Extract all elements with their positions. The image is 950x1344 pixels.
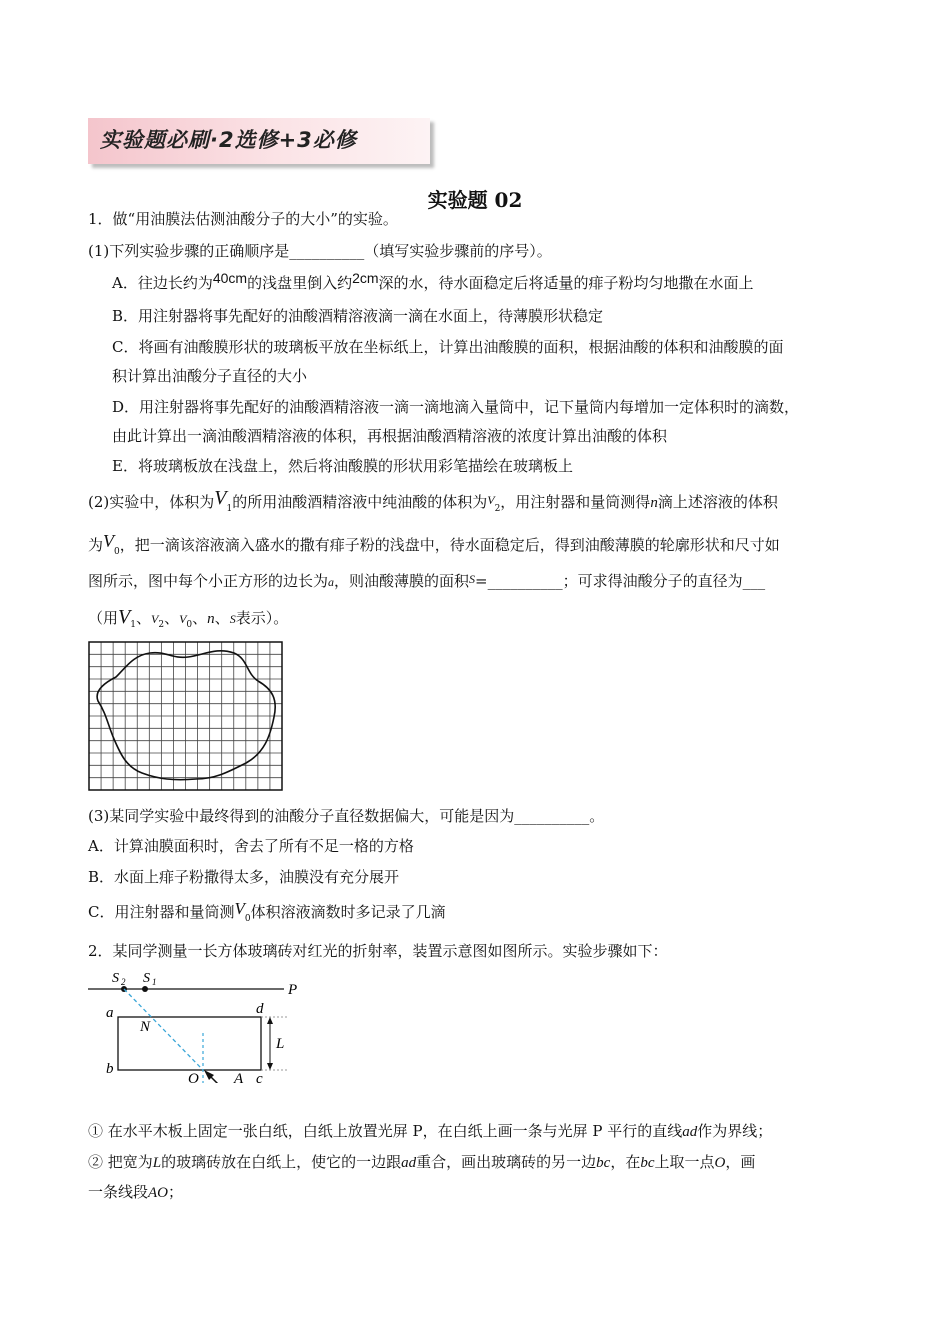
q2-step2-line2: [88, 1181, 183, 1204]
symbol-s: S: [469, 572, 476, 586]
label-n: N: [140, 1019, 151, 1035]
symbol-ad: ad: [401, 1155, 417, 1171]
label-d: d: [256, 1001, 264, 1017]
symbol-v: V: [179, 612, 187, 626]
page-title: 实验题 02: [427, 188, 523, 212]
text: 、: [135, 609, 151, 627]
text: =__________；可求得油酸分子的直径为___: [475, 572, 766, 590]
q2-step1: [88, 1120, 772, 1143]
text: ，画: [725, 1153, 756, 1171]
symbol-n: n: [650, 495, 658, 511]
q1-option-e: E．将玻璃板放在浅盘上，然后将油酸膜的形状用彩笔描绘在玻璃板上: [112, 457, 573, 475]
symbol-ad: ad: [682, 1124, 698, 1140]
text: 作为界线；: [697, 1122, 773, 1140]
arrow-head: [267, 1063, 273, 1070]
text: 的玻璃砖放在白纸上，使它的一边跟: [161, 1153, 402, 1171]
subscript: 1: [130, 620, 136, 630]
subscript: 1: [226, 504, 233, 514]
label-s2: S: [112, 971, 119, 986]
label-a-point: A: [234, 1071, 244, 1083]
value-2cm: 2cm: [352, 270, 379, 286]
q1-option-c-line2: 积计算出油酸分子直径的大小: [112, 367, 308, 385]
q2-stem: 2．某同学测量一长方体玻璃砖对红光的折射率，装置示意图如图所示。实验步骤如下：: [88, 942, 668, 960]
q1-part3-option-a: A．计算油膜面积时，舍去了所有不足一格的方格: [88, 837, 414, 855]
text: 、: [164, 609, 180, 627]
q1-part3-option-c: [88, 901, 446, 930]
grid-lines: [89, 642, 282, 790]
text: ① 在水平木板上固定一张白纸，白纸上放置光屏 P，在白纸上画一条与光屏 P 平行的直线: [88, 1122, 683, 1140]
text: ，用注射器和量筒测得: [500, 493, 651, 511]
refraction-setup-figure: [88, 965, 308, 1083]
q1-option-d-line2: 由此计算出一滴油酸酒精溶液的体积，再根据油酸酒精溶液的浓度计算出油酸的体积: [112, 427, 668, 445]
label-s1-sub: 1: [152, 977, 157, 987]
text: ，在: [610, 1153, 641, 1171]
q1-part2-line2: [88, 533, 780, 563]
text: 重合，画出玻璃砖的另一边: [416, 1153, 597, 1171]
label-s1: S: [143, 971, 150, 986]
symbol-v: V: [118, 606, 131, 628]
text: 上取一点: [654, 1153, 715, 1171]
label-b: b: [106, 1061, 114, 1077]
point-s1: [142, 986, 148, 992]
text: ，把一滴该溶液滴入盛水的撒有痱子粉的浅盘中，待水面稳定后，得到油酸薄膜的轮廓形状和尺寸如: [119, 536, 780, 554]
q1-part3: (3)某同学实验中最终得到的油酸分子直径数据偏大，可能是因为__________。: [88, 807, 605, 825]
symbol-v: V: [234, 899, 245, 918]
text: ② 把宽为: [88, 1153, 153, 1171]
text: ，则油酸薄膜的面积: [334, 572, 470, 590]
q1-option-c-line1: C．将画有油酸膜形状的玻璃板平放在坐标纸上，计算出油酸膜的面积，根据油酸的体积和油酸膜的面: [112, 338, 784, 356]
symbol-ao: AO: [148, 1185, 169, 1201]
subscript: 0: [186, 620, 193, 630]
text: 滴上述溶液的体积: [657, 493, 778, 511]
symbol-o: O: [714, 1155, 726, 1171]
q1-part2-line4: [88, 606, 288, 636]
label-c: c: [256, 1071, 263, 1083]
oil-film-outline: [97, 651, 275, 780]
symbol-bc: bc: [596, 1155, 611, 1171]
q1-part1: (1)下列实验步骤的正确顺序是__________（填写实验步骤前的序号）。: [88, 242, 552, 260]
subscript: 2: [158, 620, 165, 630]
symbol-v: V: [103, 531, 115, 551]
symbol-v: V: [150, 612, 159, 626]
text: 、: [192, 609, 208, 627]
text: ；: [168, 1183, 184, 1201]
extended-ray-line: [124, 989, 203, 1070]
q1-option-b: B．用注射器将事先配好的油酸酒精溶液滴一滴在水面上，待薄膜形状稳定: [112, 307, 604, 325]
subscript: 0: [114, 547, 120, 557]
text: (2)实验中，体积为: [88, 493, 215, 511]
text: （用: [88, 609, 119, 627]
q1-stem: 1．做“用油膜法估测油酸分子的大小”的实验。: [88, 210, 398, 228]
q1-part3-option-b: B．水面上痱子粉撒得太多，油膜没有充分展开: [88, 868, 400, 886]
text: 图所示，图中每个小正方形的边长为: [88, 572, 329, 590]
q1-option-a: [112, 272, 754, 294]
label-p: P: [288, 982, 298, 998]
text: 表示）。: [235, 609, 289, 627]
q1-part2-line1: [88, 487, 778, 520]
option-a-post: 深的水，待水面稳定后将适量的痱子粉均匀地撒在水面上: [378, 274, 754, 292]
text: 、: [214, 609, 230, 627]
banner-text: 实验题必刷·2选修+3必修: [100, 128, 357, 152]
text: 的所用油酸酒精溶液中纯油酸的体积为: [232, 493, 488, 511]
subscript: 2: [494, 504, 501, 514]
symbol-n: n: [207, 611, 215, 627]
option-a-pre: A．往边长约为: [112, 274, 213, 292]
option-a-mid: 的浅盘里倒入约: [247, 274, 353, 292]
label-l: L: [276, 1036, 285, 1052]
symbol-l: L: [152, 1155, 162, 1171]
text: 一条线段: [88, 1183, 149, 1201]
q1-part2-line3: [88, 570, 765, 593]
symbol-v: V: [487, 493, 495, 507]
text: 为: [88, 536, 104, 554]
symbol-bc: bc: [640, 1155, 655, 1171]
subscript: 0: [244, 914, 251, 924]
q1-option-d-line1: D．用注射器将事先配好的油酸酒精溶液一滴一滴地滴入量筒中，记下量筒内每增加一定体积时的滴数，: [112, 398, 800, 416]
symbol-s: S: [229, 612, 236, 626]
label-o: O: [188, 1071, 199, 1083]
label-a: a: [106, 1005, 114, 1021]
symbol-a: a: [328, 575, 335, 589]
label-s2-sub: 2: [121, 977, 126, 987]
text: C．用注射器和量筒测: [88, 903, 235, 921]
section-banner: [88, 118, 430, 164]
symbol-v: V: [214, 487, 227, 509]
oil-film-grid-figure: [88, 641, 284, 792]
q2-step2-line1: [88, 1151, 755, 1174]
text: 体积溶液滴数时多记录了几滴: [250, 903, 446, 921]
value-40cm: 40cm: [212, 270, 248, 286]
arrow-head: [267, 1017, 273, 1024]
